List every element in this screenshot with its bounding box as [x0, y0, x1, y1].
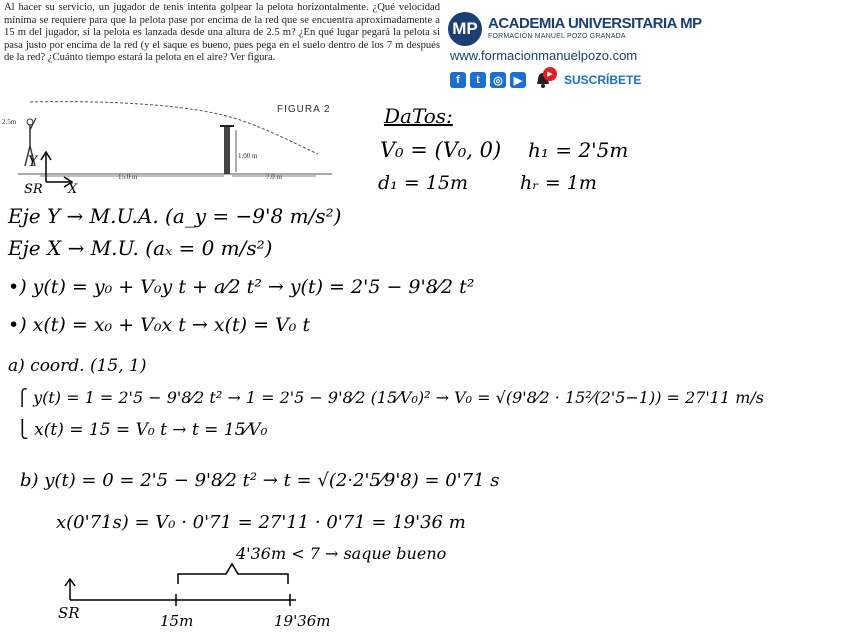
facebook-icon[interactable]: f	[450, 72, 466, 88]
eq-y-line: •) y(t) = y₀ + V₀y t + a⁄2 t² → y(t) = 2'5 − 9'8⁄2 t²	[8, 276, 475, 298]
part-a-line2: ⎩ x(t) = 15 = V₀ t → t = 15⁄V₀	[16, 420, 268, 440]
eje-y-line: Eje Y → M.U.A. (a_y = −9'8 m/s²)	[8, 204, 342, 228]
eje-x-line: Eje X → M.U. (aₓ = 0 m/s²)	[8, 236, 273, 260]
datos-v0: V₀ = (V₀, 0)	[380, 138, 502, 162]
part-b-line2: x(0'71s) = V₀ · 0'71 = 27'11 · 0'71 = 19'36 m	[56, 512, 466, 533]
bottom-axis	[56, 576, 316, 610]
net-figure	[220, 126, 236, 174]
datos-hr: hᵣ = 1m	[520, 172, 597, 194]
youtube-icon[interactable]: ▶	[510, 72, 526, 88]
datos-heading: DaTos:	[384, 104, 453, 128]
instagram-icon[interactable]: ◎	[490, 72, 506, 88]
subscribe-link[interactable]: SUSCRÍBETE	[564, 73, 642, 87]
bottom-axis-15: 15m	[160, 612, 194, 630]
social-row	[450, 70, 641, 90]
datos-d1: d₁ = 15m	[378, 172, 468, 194]
bottom-axis-1936: 19'36m	[274, 612, 331, 630]
dim-net-height: 1.00 m	[238, 152, 258, 160]
brand-block	[448, 8, 844, 94]
part-a-coord: a) coord. (15, 1)	[8, 356, 147, 376]
dim-ball-height: 2.5m	[2, 118, 17, 126]
bottom-axis-sr: SR	[58, 604, 80, 622]
problem-statement: Al hacer su servicio, un jugador de tenis intenta golpear la pelota horizontalmente. ¿Qué velocidad mínima se requiere para que la pelota pase por encima de la red que se encuentra aproximadamente a 15 m del jugador, si la pelota es lanzada desde una altura de 2.5 m? ¿En qué lugar pegará la pelota si pasa justo por encima de la red (y el saque es bueno, pues pega en el suelo dentro de los 7 m después de la red? ¿Cuánto tiempo estará la pelota en el aire? Ver figura.	[4, 2, 440, 64]
brand-url[interactable]: www.formacionmanuelpozo.com	[450, 48, 638, 63]
datos-h1: h₁ = 2'5m	[528, 138, 629, 162]
youtube-badge-icon: ▶	[543, 67, 557, 81]
dim-7: 7.0 m	[266, 173, 282, 181]
axis-x-label: X	[68, 182, 78, 194]
logo-icon: MP	[448, 12, 482, 46]
eq-x-line: •) x(t) = x₀ + V₀x t → x(t) = V₀ t	[8, 314, 311, 336]
part-a-line1: ⎧ y(t) = 1 = 2'5 − 9'8⁄2 t² → 1 = 2'5 − 9'8⁄2 (15⁄V₀)² → V₀ = √(9'8⁄2 · 15²⁄(2'5−1)) = 27'11 m/s	[16, 388, 765, 407]
axis-y-label: Y	[28, 154, 38, 170]
bell-icon[interactable]	[534, 71, 556, 89]
part-b-line1: b) y(t) = 0 = 2'5 − 9'8⁄2 t² → t = √(2·2'5⁄9'8) = 0'71 s	[20, 470, 500, 491]
figure-label: FIGURA 2	[277, 104, 331, 115]
brand-name: ACADEMIA UNIVERSITARIA MP	[488, 15, 702, 32]
dim-15: 15.0 m	[118, 173, 138, 181]
part-b-line3: 4'36m < 7 → saque bueno	[236, 544, 447, 563]
brand-subtitle: FORMACIÓN MANUEL POZO GRANADA	[488, 33, 626, 40]
twitter-icon[interactable]: t	[470, 72, 486, 88]
axis-origin-label: SR	[24, 182, 43, 194]
